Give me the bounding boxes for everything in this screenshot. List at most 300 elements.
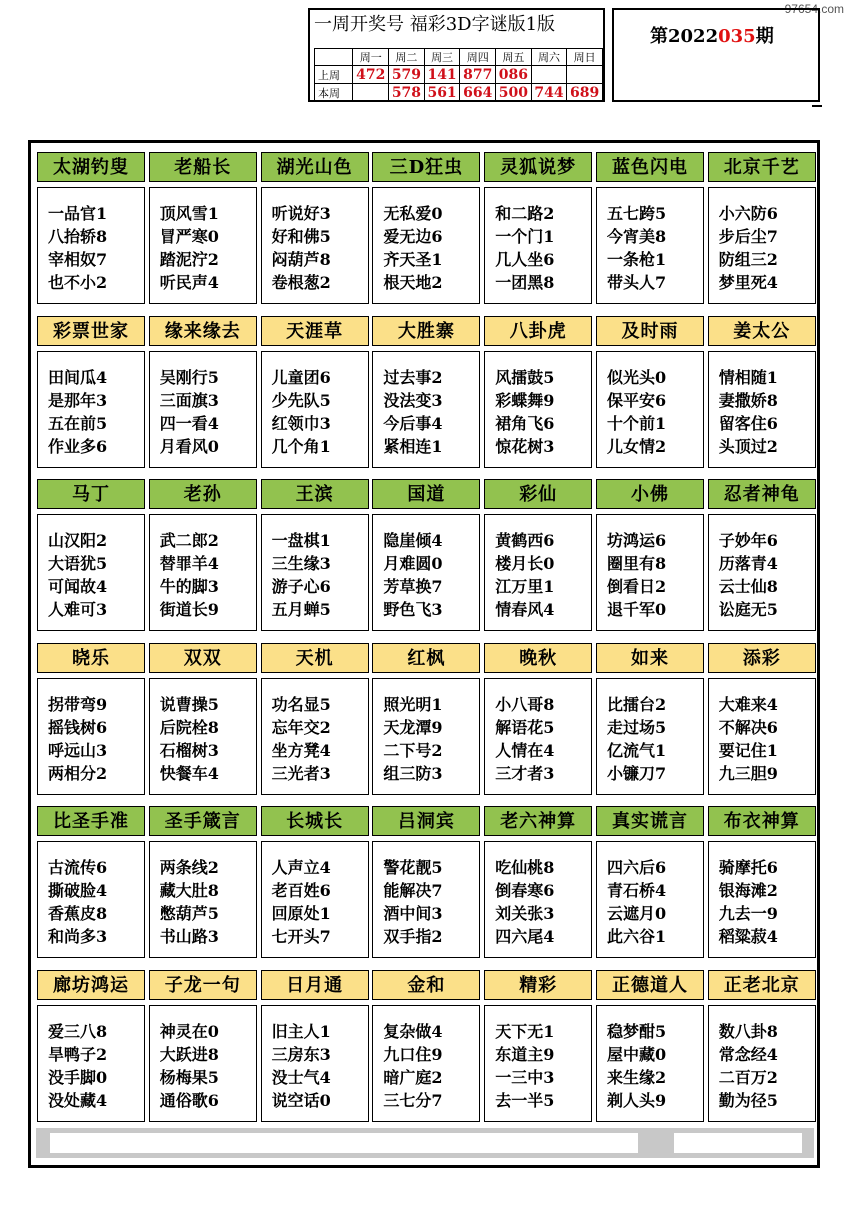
- panel-body: [149, 1005, 257, 1122]
- panel-title: 八卦虎: [484, 316, 592, 346]
- panel-body: [261, 1005, 369, 1122]
- clue-line: 要记住1: [718, 740, 778, 760]
- panel-title: 金和: [372, 970, 480, 1000]
- panel-body: [261, 514, 369, 631]
- puzzle-panel: [261, 152, 369, 304]
- day-header: 周五: [496, 49, 532, 66]
- clue-line: 一个门1: [495, 227, 555, 246]
- clue-line: 快餐车4: [159, 763, 219, 783]
- panel-body: [708, 514, 816, 631]
- clue-line: 今宵美8: [607, 227, 667, 246]
- puzzle-panel: [708, 806, 816, 958]
- clue-line: 复杂做4: [383, 1021, 443, 1041]
- clue-line: 少先队5: [271, 390, 331, 410]
- puzzle-panel: [372, 316, 480, 468]
- clue-line: 冒严寒0: [159, 227, 219, 246]
- clue-line: 五七跨5: [607, 204, 667, 223]
- clue-line: 二下号2: [383, 740, 443, 760]
- clue-line: 旱鸭子2: [48, 1044, 108, 1064]
- panel-title: 老六神算: [484, 806, 592, 836]
- puzzle-panel: [484, 152, 592, 304]
- panel-body: [484, 187, 592, 304]
- panel-title: 比圣手准: [37, 806, 145, 836]
- clue-line: 也不小2: [48, 273, 108, 292]
- clue-line: 书山路3: [159, 927, 219, 946]
- panel-title: 天机: [261, 643, 369, 673]
- clue-line: 似光头0: [607, 367, 667, 387]
- clue-line: 吃仙桃8: [495, 858, 555, 877]
- panel-title: 彩票世家: [37, 316, 145, 346]
- panel-body: [708, 678, 816, 795]
- clue-line: 妻撒娇8: [718, 390, 778, 410]
- clue-line: 大语犹5: [48, 554, 108, 573]
- clue-line: 云遮月0: [607, 904, 667, 923]
- puzzle-panel: [484, 316, 592, 468]
- puzzle-panel: [261, 970, 369, 1122]
- panel-title: 晓乐: [37, 643, 145, 673]
- clue-line: 爱三八8: [48, 1021, 108, 1041]
- clue-line: 呼远山3: [48, 740, 108, 760]
- puzzle-panel: [37, 806, 145, 958]
- panel-title: 正德道人: [596, 970, 704, 1000]
- clue-line: 去一半5: [495, 1090, 555, 1110]
- day-header: 周四: [460, 49, 496, 66]
- puzzle-panel: [261, 479, 369, 631]
- clue-line: 说曹操5: [159, 694, 219, 714]
- clue-line: 退千军0: [607, 600, 667, 619]
- panel-body: [484, 514, 592, 631]
- clue-line: 酒中间3: [383, 904, 443, 923]
- clue-line: 人声立4: [271, 858, 331, 877]
- puzzle-panel: [149, 152, 257, 304]
- clue-line: 东道主9: [495, 1044, 555, 1064]
- footer-box: [674, 1133, 802, 1153]
- clue-line: 圈里有8: [607, 554, 667, 573]
- clue-line: 过去事2: [383, 367, 443, 387]
- clue-line: 大难来4: [718, 694, 778, 714]
- panel-body: [596, 187, 704, 304]
- draw-number: 877: [460, 66, 496, 84]
- panel-title: 王滨: [261, 479, 369, 509]
- clue-line: 说空话0: [271, 1090, 331, 1110]
- panel-title: 晚秋: [484, 643, 592, 673]
- clue-line: 银海滩2: [718, 881, 778, 900]
- panel-title: 真实谎言: [596, 806, 704, 836]
- day-header: 周日: [567, 49, 603, 66]
- clue-line: 紧相连1: [383, 436, 443, 456]
- draw-number: [567, 66, 603, 84]
- clue-line: 老百姓6: [271, 881, 331, 900]
- panel-title: 缘来缘去: [149, 316, 257, 346]
- clue-line: 神灵在0: [159, 1021, 219, 1041]
- clue-line: 小八哥8: [495, 694, 555, 714]
- footer-box: [50, 1133, 638, 1153]
- puzzle-panel: [596, 479, 704, 631]
- draw-number: 578: [389, 84, 425, 102]
- clue-line: 芳草换7: [383, 577, 443, 596]
- clue-line: 骑摩托6: [718, 858, 778, 877]
- puzzle-panel: [149, 316, 257, 468]
- panel-body: [708, 841, 816, 958]
- panel-title: 老船长: [149, 152, 257, 182]
- panel-body: [708, 351, 816, 468]
- puzzle-panel: [37, 316, 145, 468]
- panel-title: 天涯草: [261, 316, 369, 346]
- puzzle-panel: [37, 970, 145, 1122]
- clue-line: 十个前1: [607, 413, 667, 433]
- draw-number: 689: [567, 84, 603, 102]
- panel-body: [596, 1005, 704, 1122]
- panel-body: [484, 351, 592, 468]
- clue-line: 武二郎2: [159, 531, 219, 550]
- draw-number: 561: [424, 84, 460, 102]
- clue-line: 亿流气1: [607, 740, 667, 760]
- draw-number: [531, 66, 567, 84]
- clue-line: 不解决6: [718, 717, 778, 737]
- clue-line: 几人坐6: [495, 250, 555, 269]
- clue-line: 比擂台2: [607, 694, 667, 714]
- clue-line: 听说好3: [271, 204, 331, 223]
- clue-line: 两条线2: [159, 858, 219, 877]
- clue-line: 一品官1: [48, 204, 108, 223]
- clue-line: 来生缘2: [607, 1067, 667, 1087]
- clue-line: 一盘棋1: [271, 531, 331, 550]
- clue-line: 回原处1: [271, 904, 331, 923]
- puzzle-panel: [708, 643, 816, 795]
- clue-line: 情春风4: [495, 600, 555, 619]
- panel-body: [596, 514, 704, 631]
- clue-line: 一三中3: [495, 1067, 555, 1087]
- clue-line: 卷根葱2: [271, 273, 331, 292]
- panel-body: [372, 351, 480, 468]
- clue-line: 剃人头9: [607, 1090, 667, 1110]
- panel-title: 如来: [596, 643, 704, 673]
- clue-line: 五月蝉5: [271, 600, 331, 619]
- clue-line: 梦里死4: [718, 273, 778, 292]
- puzzle-panel: [596, 806, 704, 958]
- panel-title: 圣手箴言: [149, 806, 257, 836]
- puzzle-panel: [37, 643, 145, 795]
- clue-line: 吴刚行5: [159, 367, 219, 387]
- table-row: [315, 84, 603, 102]
- clue-line: 三才者3: [495, 763, 555, 783]
- draw-number: 664: [460, 84, 496, 102]
- clue-line: 撕破脸4: [48, 881, 108, 900]
- panel-title: 布衣神算: [708, 806, 816, 836]
- clue-line: 刘关张3: [495, 904, 555, 923]
- panel-body: [372, 514, 480, 631]
- clue-line: 好和佛5: [271, 227, 331, 246]
- clue-line: 红领巾3: [271, 413, 331, 433]
- panel-body: [372, 841, 480, 958]
- panel-title: 精彩: [484, 970, 592, 1000]
- panel-title: 忍者神龟: [708, 479, 816, 509]
- puzzle-panel: [149, 806, 257, 958]
- panel-body: [37, 351, 145, 468]
- panel-body: [596, 841, 704, 958]
- clue-line: 五在前5: [48, 413, 108, 433]
- watermark: 97654.com: [784, 2, 844, 16]
- puzzle-panel: [708, 970, 816, 1122]
- puzzle-panel: [149, 643, 257, 795]
- clue-line: 没法变3: [383, 390, 443, 410]
- clue-line: 闷葫芦8: [271, 250, 331, 269]
- clue-line: 九去一9: [718, 904, 778, 923]
- clue-line: 惊花树3: [495, 436, 555, 456]
- draw-number: 744: [531, 84, 567, 102]
- panel-body: [484, 841, 592, 958]
- clue-line: 头顶过2: [718, 436, 778, 456]
- header-box: [308, 8, 605, 102]
- row-label: 本周: [315, 84, 353, 102]
- clue-line: 听民声4: [159, 273, 219, 292]
- panel-title: 老孙: [149, 479, 257, 509]
- panel-body: [37, 1005, 145, 1122]
- puzzle-panel: [484, 643, 592, 795]
- puzzle-panel: [149, 970, 257, 1122]
- puzzle-panel: [372, 806, 480, 958]
- clue-line: 儿女情2: [607, 436, 667, 456]
- clue-line: 游子心6: [271, 577, 331, 596]
- clue-line: 无私爱0: [383, 204, 443, 223]
- draw-number: 579: [389, 66, 425, 84]
- clue-line: 倒春寒6: [495, 881, 555, 900]
- draw-number: 472: [353, 66, 389, 84]
- panel-body: [708, 187, 816, 304]
- panel-body: [261, 351, 369, 468]
- clue-line: 风擂鼓5: [495, 367, 555, 387]
- clue-line: 齐天圣1: [383, 250, 443, 269]
- puzzle-panel: [261, 316, 369, 468]
- issue-box: [612, 8, 820, 102]
- clue-line: 此六谷1: [607, 927, 667, 946]
- clue-line: 稳梦酣5: [607, 1021, 667, 1041]
- panel-body: [596, 678, 704, 795]
- clue-line: 没处藏4: [48, 1090, 108, 1110]
- clue-line: 藏大肚8: [159, 881, 219, 900]
- clue-line: 七开头7: [271, 927, 331, 946]
- clue-line: 没手脚0: [48, 1067, 108, 1087]
- clue-line: 古流传6: [48, 858, 108, 877]
- panel-body: [261, 678, 369, 795]
- clue-line: 步后尘7: [718, 227, 778, 246]
- clue-line: 楼月长0: [495, 554, 555, 573]
- clue-line: 今后事4: [383, 413, 443, 433]
- clue-line: 石榴树3: [159, 740, 219, 760]
- panel-body: [149, 678, 257, 795]
- clue-line: 黄鹤西6: [495, 531, 555, 550]
- clue-line: 人难可3: [48, 600, 108, 619]
- puzzle-panel: [261, 806, 369, 958]
- clue-line: 隐崖倾4: [383, 531, 443, 550]
- puzzle-panel: [484, 806, 592, 958]
- clue-line: 牛的脚3: [159, 577, 219, 596]
- clue-line: 几个角1: [271, 436, 331, 456]
- clue-line: 防组三2: [718, 250, 778, 269]
- panel-body: [372, 1005, 480, 1122]
- clue-line: 摇钱树6: [48, 717, 108, 737]
- panel-title: 太湖钓叟: [37, 152, 145, 182]
- clue-line: 香蕉皮8: [48, 904, 108, 923]
- panel-title: 姜太公: [708, 316, 816, 346]
- clue-line: 九三胆9: [718, 763, 778, 783]
- issue-number: 035: [718, 26, 756, 47]
- clue-line: 和尚多3: [48, 927, 108, 946]
- clue-line: 四一看4: [159, 413, 219, 433]
- clue-line: 组三防3: [383, 763, 443, 783]
- clue-line: 顶风雪1: [159, 204, 219, 223]
- table-header-row: [315, 49, 603, 66]
- panel-body: [596, 351, 704, 468]
- clue-line: 讼庭无5: [718, 600, 778, 619]
- puzzle-panel: [708, 152, 816, 304]
- puzzle-panel: [596, 970, 704, 1122]
- clue-line: 忘年交2: [271, 717, 331, 737]
- clue-line: 月难圆0: [383, 554, 443, 573]
- clue-line: 解语花5: [495, 717, 555, 737]
- clue-line: 小镰刀7: [607, 763, 667, 783]
- puzzle-panel: [484, 970, 592, 1122]
- panel-title: 长城长: [261, 806, 369, 836]
- draw-table: [314, 48, 603, 102]
- clue-line: 走过场5: [607, 717, 667, 737]
- clue-line: 照光明1: [383, 694, 443, 714]
- clue-line: 历落青4: [718, 554, 778, 573]
- panel-title: 北京千艺: [708, 152, 816, 182]
- panel-title: 大胜寨: [372, 316, 480, 346]
- clue-line: 踏泥泞2: [159, 250, 219, 269]
- panel-title: 及时雨: [596, 316, 704, 346]
- clue-line: 月看风0: [159, 436, 219, 456]
- row-label: 上周: [315, 66, 353, 84]
- clue-line: 宰相奴7: [48, 250, 108, 269]
- clue-line: 没士气4: [271, 1067, 331, 1087]
- clue-line: 三光者3: [271, 763, 331, 783]
- header-title: 一周开奖号 福彩3D字谜版1版: [314, 14, 556, 35]
- clue-line: 坐方凳4: [271, 740, 331, 760]
- panel-title: 红枫: [372, 643, 480, 673]
- divider: [812, 105, 822, 117]
- clue-line: 大跃进8: [159, 1044, 219, 1064]
- panel-title: 吕洞宾: [372, 806, 480, 836]
- clue-line: 九口住9: [383, 1044, 443, 1064]
- panel-title: 添彩: [708, 643, 816, 673]
- panel-title: 彩仙: [484, 479, 592, 509]
- clue-line: 青石桥4: [607, 881, 667, 900]
- draw-number: [353, 84, 389, 102]
- puzzle-panel: [37, 152, 145, 304]
- clue-line: 三面旗3: [159, 390, 219, 410]
- clue-line: 双手指2: [383, 927, 443, 946]
- clue-line: 杨梅果5: [159, 1067, 219, 1087]
- clue-line: 三房东3: [271, 1044, 331, 1064]
- clue-line: 人情在4: [495, 740, 555, 760]
- clue-line: 山汉阳2: [48, 531, 108, 550]
- clue-line: 天龙潭9: [383, 717, 443, 737]
- clue-line: 云士仙8: [718, 577, 778, 596]
- panel-body: [149, 841, 257, 958]
- clue-line: 江万里1: [495, 577, 555, 596]
- clue-line: 屋中藏0: [607, 1044, 667, 1064]
- clue-line: 八抬轿8: [48, 227, 108, 246]
- draw-number: 500: [496, 84, 532, 102]
- clue-line: 一团黑8: [495, 273, 555, 292]
- panel-body: [37, 678, 145, 795]
- day-header: 周一: [353, 49, 389, 66]
- clue-line: 根天地2: [383, 273, 443, 292]
- panel-body: [149, 351, 257, 468]
- puzzle-panel: [596, 643, 704, 795]
- panel-body: [37, 841, 145, 958]
- day-header: 周三: [424, 49, 460, 66]
- clue-line: 和二路2: [495, 204, 555, 223]
- puzzle-panel: [149, 479, 257, 631]
- clue-line: 可闻故4: [48, 577, 108, 596]
- issue-suffix: 期: [755, 26, 774, 47]
- panel-title: 双双: [149, 643, 257, 673]
- clue-line: 稻粱菽4: [718, 927, 778, 946]
- panel-body: [149, 514, 257, 631]
- clue-line: 替罪羊4: [159, 554, 219, 573]
- puzzle-panel: [484, 479, 592, 631]
- clue-line: 作业多6: [48, 436, 108, 456]
- clue-line: 后院栓8: [159, 717, 219, 737]
- panel-title: 小佛: [596, 479, 704, 509]
- puzzle-panel: [261, 643, 369, 795]
- panel-title: 三D狂虫: [372, 152, 480, 182]
- clue-line: 坊鸿运6: [607, 531, 667, 550]
- clue-line: 田间瓜4: [48, 367, 108, 387]
- puzzle-panel: [596, 152, 704, 304]
- clue-line: 三七分7: [383, 1090, 443, 1110]
- footer-bar: [36, 1128, 814, 1158]
- clue-line: 野色飞3: [383, 600, 443, 619]
- clue-line: 带头人7: [607, 273, 667, 292]
- panel-body: [708, 1005, 816, 1122]
- table-row: [315, 66, 603, 84]
- panel-body: [484, 678, 592, 795]
- clue-line: 三生缘3: [271, 554, 331, 573]
- clue-line: 小六防6: [718, 204, 778, 223]
- draw-number: 086: [496, 66, 532, 84]
- clue-line: 倒看日2: [607, 577, 667, 596]
- panel-body: [261, 187, 369, 304]
- puzzle-panel: [708, 479, 816, 631]
- clue-line: 功名显5: [271, 694, 331, 714]
- clue-line: 能解决7: [383, 881, 443, 900]
- clue-line: 憋葫芦5: [159, 904, 219, 923]
- clue-line: 是那年3: [48, 390, 108, 410]
- clue-line: 街道长9: [159, 600, 219, 619]
- clue-line: 拐带弯9: [48, 694, 108, 714]
- clue-line: 常念经4: [718, 1044, 778, 1064]
- issue-prefix: 第2022: [650, 26, 719, 47]
- panel-body: [37, 514, 145, 631]
- clue-line: 二百万2: [718, 1067, 778, 1087]
- day-header: 周二: [389, 49, 425, 66]
- day-header: 周六: [531, 49, 567, 66]
- puzzle-panel: [596, 316, 704, 468]
- panel-body: [261, 841, 369, 958]
- draw-number: 141: [424, 66, 460, 84]
- panel-grid: [28, 140, 820, 1168]
- clue-line: 暗广庭2: [383, 1067, 443, 1087]
- puzzle-panel: [372, 152, 480, 304]
- panel-body: [37, 187, 145, 304]
- puzzle-panel: [372, 643, 480, 795]
- puzzle-panel: [372, 479, 480, 631]
- clue-line: 警花靓5: [383, 858, 443, 877]
